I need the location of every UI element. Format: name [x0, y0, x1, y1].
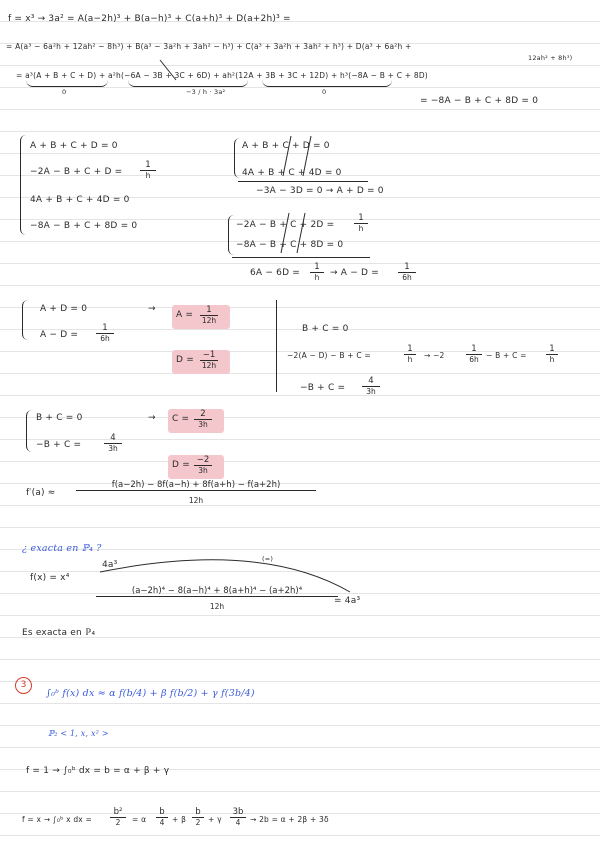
system-2-row-2-fraction: $\frac{1}{6h}$: [96, 323, 114, 343]
result-C-fraction: $\frac{2}{3h}$: [194, 409, 212, 429]
system-3-row-2-fraction-1: $\frac{1}{h}$: [404, 344, 416, 364]
exactness-question: ¿ exacta en ℙ₄ ?: [22, 543, 102, 554]
system-4-row-1: B + C = 0: [36, 413, 83, 423]
system-1-row-4: −8A − B + C + 8D = 0: [30, 221, 138, 231]
system-4-arrow: →: [148, 413, 156, 423]
equation-f-equals-x-fraction-4: $\frac{3b}{4}$: [230, 807, 246, 827]
result-B-fraction: $\frac{-2}{3h}$: [194, 455, 212, 475]
elim-2-row-2: −8A − B + C + 8D = 0: [236, 240, 344, 250]
system-3-row-2-a: −2(A − D) − B + C =: [287, 351, 371, 360]
result-A-label: A =: [176, 310, 194, 320]
check-lhs: f(x) = x⁴: [30, 573, 70, 583]
elim-2-result-fraction-1: $\frac{1}{h}$: [310, 262, 324, 282]
underbrace-2-label: −3 / h · 3a²: [186, 88, 226, 96]
system-2-arrow: →: [148, 304, 156, 314]
result-A-fraction: $\frac{1}{12h}$: [201, 305, 217, 325]
elim-2-row-1: −2A − B + C + 2D =: [236, 220, 335, 230]
result-C-label: C =: [172, 414, 190, 424]
check-equals-mark: (=): [262, 555, 274, 563]
equation-f-equals-1: f = 1 → ∫₀ᵇ dx = b = α + β + γ: [26, 766, 170, 776]
equation-f-equals-x-b: = α: [132, 815, 147, 824]
system-2-row-1: A + D = 0: [40, 304, 88, 314]
underbrace-1-label: 0: [62, 88, 67, 96]
underbrace-3-label: 0: [322, 88, 327, 96]
formula-fraction: $\frac{f(a-2h) - 8f(a-h) + 8f(a+h) - f(a+2h)}{12h}$: [76, 480, 316, 505]
result-D-label: D =: [176, 355, 194, 365]
equation-f-equals-x-fraction-3: $\frac{b}{2}$: [192, 807, 204, 827]
polynomial-basis: ℙ₂ < 1, x, x² >: [48, 729, 109, 738]
elim-2-row-1-fraction: $\frac{1}{h}$: [354, 213, 368, 233]
system-1-row-2-fraction: $\frac{1}{h}$: [140, 160, 156, 180]
system-1-row-3: 4A + B + C + 4D = 0: [30, 195, 130, 205]
equation-f-equals-x-e: → 2b = α + 2β + 3δ: [250, 815, 329, 824]
equation-line-3: = a³(A + B + C + D) + a²h(−6A − 3B + 3C + 6D) + ah²(12A + 3B + 3C + 12D) + h³(−8A − B + C + 8D): [16, 71, 428, 80]
equation-f-equals-x-a: f = x → ∫₀ᵇ x dx =: [22, 815, 92, 824]
elim-1-result: −3A − 3D = 0 → A + D = 0: [256, 186, 384, 196]
equation-line-1: f = x³ → 3a² = A(a−2h)³ + B(a−h)³ + C(a+h)³ + D(a+2h)³ =: [8, 14, 291, 24]
elim-2-result-a: 6A − 6D =: [250, 268, 301, 278]
system-3-row-2-b: → −2: [424, 351, 445, 360]
conclusion-text: Es exacta en ℙ₄: [22, 628, 96, 638]
system-2-row-2: A − D =: [40, 330, 79, 340]
system-3-row-2-c: − B + C =: [486, 351, 527, 360]
equation-f-equals-x-fraction-1: $\frac{\text{b²}}{2}$: [110, 807, 126, 827]
equation-line-2: = A(a³ − 6a²h + 12ah² − 8h³) + B(a³ − 3a²h + 3ah² − h³) + C(a³ + 3a²h + 3ah² + h³) + D(a³ + 6a²h +: [6, 42, 412, 51]
equation-f-equals-x-fraction-2: $\frac{b}{4}$: [156, 807, 168, 827]
check-rhs: = 4a³: [334, 596, 361, 606]
system-3-row-2-fraction-2: $\frac{1}{6h}$: [466, 344, 482, 364]
equation-f-equals-x-c: + β: [172, 815, 187, 824]
check-fraction: $\frac{\text{(a−2h)⁴ − 8(a−h)⁴ + 8(a+h)⁴ − (a+2h)⁴}}{12h}$: [96, 586, 338, 611]
equation-line-4: = −8A − B + C + 8D = 0: [420, 96, 539, 106]
system-1-row-2: −2A − B + C + D =: [30, 167, 123, 177]
elim-2-result-b: → A − D =: [330, 268, 379, 278]
system-1-row-1: A + B + C + D = 0: [30, 141, 118, 151]
elim-1-row-2: 4A + B + C + 4D = 0: [242, 168, 342, 178]
equation-line-2-cont: 12ah² + 8h³): [528, 54, 573, 62]
cancel-stroke-5: [297, 213, 305, 253]
system-4-row-2: −B + C =: [36, 440, 82, 450]
equation-f-equals-x-d: + γ: [208, 815, 222, 824]
elim-1-row-1: A + B + C + D = 0: [242, 141, 330, 151]
cancel-stroke-4: [281, 213, 289, 253]
cancel-stroke-3: [303, 136, 311, 176]
arc-stroke: [100, 560, 350, 592]
system-3-row-2-fraction-3: $\frac{1}{h}$: [546, 344, 558, 364]
cancel-stroke-2: [283, 136, 291, 176]
formula-lhs: f′(a) ≈: [26, 488, 56, 498]
cancel-stroke-1: [160, 60, 176, 80]
system-3-row-1: B + C = 0: [302, 324, 349, 334]
section-number-circle: 3: [15, 677, 32, 694]
result-D-fraction: $\frac{-1}{12h}$: [201, 350, 217, 370]
system-3-row-3: −B + C =: [300, 383, 346, 393]
elim-2-result-fraction-2: $\frac{1}{6h}$: [398, 262, 416, 282]
check-top-value: 4a³: [102, 560, 118, 570]
system-4-row-2-fraction: $\frac{4}{3h}$: [104, 433, 122, 453]
result-B-label: D =: [172, 460, 190, 470]
quadrature-integral: ∫₀ᵇ f(x) dx ≈ α f(b/4) + β f(b/2) + γ f(3b/4): [46, 688, 255, 699]
system-3-row-3-fraction: $\frac{4}{3h}$: [362, 376, 380, 396]
